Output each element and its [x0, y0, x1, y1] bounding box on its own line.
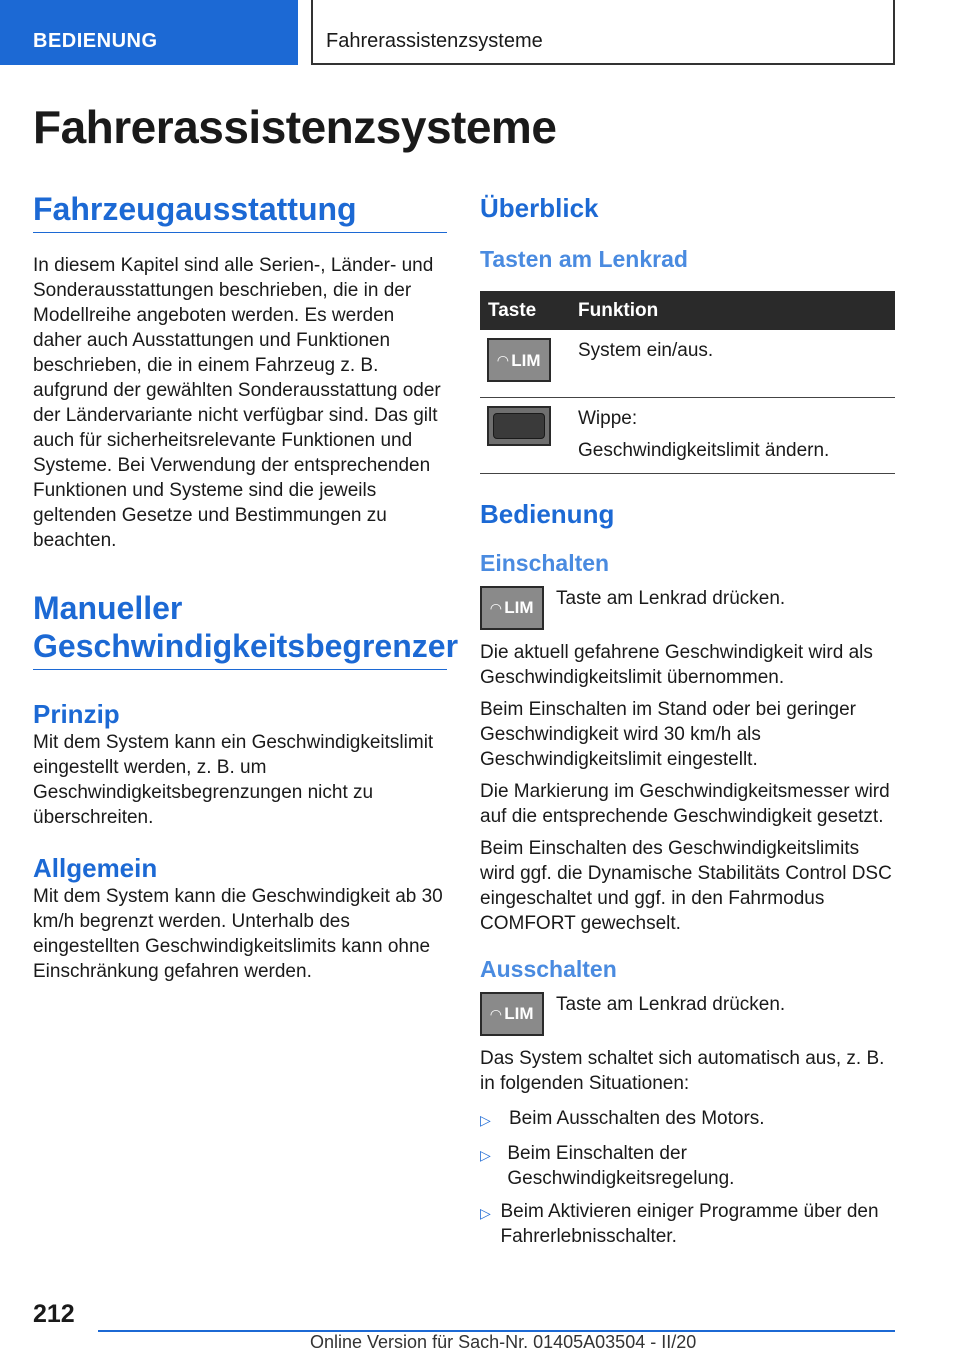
- column-header-key: Taste: [480, 291, 578, 330]
- switch-on-instruction: [480, 586, 896, 630]
- triangle-bullet-icon: ▷: [480, 1112, 491, 1128]
- heading-operation: Bedienung: [480, 499, 615, 529]
- switch-on-text: Die aktuell gefahrene Geschwindigkeit wird als Geschwindigkeitslimit übernommen.: [480, 642, 873, 688]
- lim-button-icon: ◠ LIM: [487, 338, 551, 382]
- switch-off-list: [480, 1106, 896, 1249]
- page-number: 212: [33, 1300, 75, 1328]
- switch-off-instruction: [480, 992, 896, 1036]
- function-text: System ein/aus.: [578, 340, 714, 361]
- switch-on-text: Beim Einschalten des Geschwindigkeitslimits wird ggf. die Dynamische Stabilitäts Control DSC eingeschaltet und ggf. in den Fahrmodus COMFORT gewechselt.: [480, 838, 892, 934]
- function-text: Wippe:: [578, 408, 638, 429]
- lim-button-icon: ◠ LIM: [480, 586, 544, 630]
- switch-off-intro: Das System schaltet sich automatisch aus, z. B. in folgenden Situationen:: [480, 1048, 885, 1094]
- page-title: Fahrerassistenzsysteme: [33, 101, 557, 153]
- heading-switch-on: Einschalten: [480, 550, 610, 576]
- principle-text: Mit dem System kann ein Geschwindigkeitslimit eingestellt werden, z. B. um Geschwindigkeitsbegrenzungen nicht zu überschreiten.: [33, 732, 434, 828]
- heading-overview: Überblick: [480, 193, 599, 223]
- left-column: [33, 190, 459, 984]
- list-item: ▷ Beim Ausschalten des Motors.: [480, 1106, 896, 1133]
- key-cell: [480, 330, 578, 398]
- keys-table-header: [480, 291, 895, 330]
- function-cell: [578, 398, 895, 474]
- instruction-text: Taste am Lenkrad drücken.: [556, 994, 786, 1015]
- heading-general: Allgemein: [33, 853, 158, 883]
- header-section-tab: BEDIENUNG: [0, 0, 298, 65]
- function-cell: [578, 330, 895, 398]
- table-row: [480, 330, 895, 398]
- header-chapter-tab: Fahrerassistenzsysteme: [311, 0, 895, 65]
- switch-on-text: Beim Einschalten im Stand oder bei geringer Geschwindigkeit wird 30 km/h als Geschwindigkeitslimit eingestellt.: [480, 699, 856, 770]
- triangle-bullet-icon: ▷: [480, 1147, 491, 1163]
- list-item: ▷ Beim Einschalten der Geschwindigkeitsregelung.: [480, 1143, 735, 1189]
- function-text: Geschwindigkeitslimit ändern.: [578, 440, 830, 461]
- triangle-bullet-icon: ▷: [480, 1205, 491, 1221]
- column-header-function: Funktion: [578, 291, 895, 330]
- heading-equipment: Fahrzeugausstattung: [33, 190, 447, 233]
- keys-table: [480, 291, 895, 474]
- heading-principle: Prinzip: [33, 699, 120, 729]
- table-row: [480, 398, 895, 474]
- heading-switch-off: Ausschalten: [480, 956, 617, 982]
- heading-limiter: Manueller Geschwindigkeitsbegrenzer: [33, 589, 447, 670]
- equipment-text: In diesem Kapitel sind alle Serien-, Länder- und Sonderausstattungen beschrieben, die in der Modellreihe angeboten werden. Es werden daher auch Ausstattungen und Funktionen beschrieben, die in einem Fahrzeug z. B. aufgrund der gewählten Sonderausstattung oder der Ländervariante nicht verfügbar sind. Das gilt auch für sicherheitsrelevante Funktionen und Systeme. Bei Verwendung der entsprechenden Funktionen und Systeme sind die jeweils geltenden Gesetze und Bestimmungen zu beachten.: [33, 255, 441, 551]
- instruction-text: Taste am Lenkrad drücken.: [556, 588, 786, 609]
- list-item: ▷ Beim Aktivieren einiger Programme über den Fahrerlebnisschalter.: [480, 1201, 879, 1247]
- rocker-switch-icon: [487, 406, 551, 446]
- right-column: [480, 190, 896, 1257]
- lim-button-icon: ◠ LIM: [480, 992, 544, 1036]
- footer-online-version: Online Version für Sach-Nr. 01405A03504 - II/20: [310, 1332, 697, 1352]
- heading-steering-keys: Tasten am Lenkrad: [480, 246, 688, 272]
- key-cell: [480, 398, 578, 474]
- switch-on-text: Die Markierung im Geschwindigkeitsmesser wird auf die entsprechende Geschwindigkeit gesetzt.: [480, 781, 890, 827]
- general-text: Mit dem System kann die Geschwindigkeit ab 30 km/h begrenzt werden. Unterhalb des eingestellten Geschwindigkeitslimits kann ohne Einschränkung gefahren werden.: [33, 886, 443, 982]
